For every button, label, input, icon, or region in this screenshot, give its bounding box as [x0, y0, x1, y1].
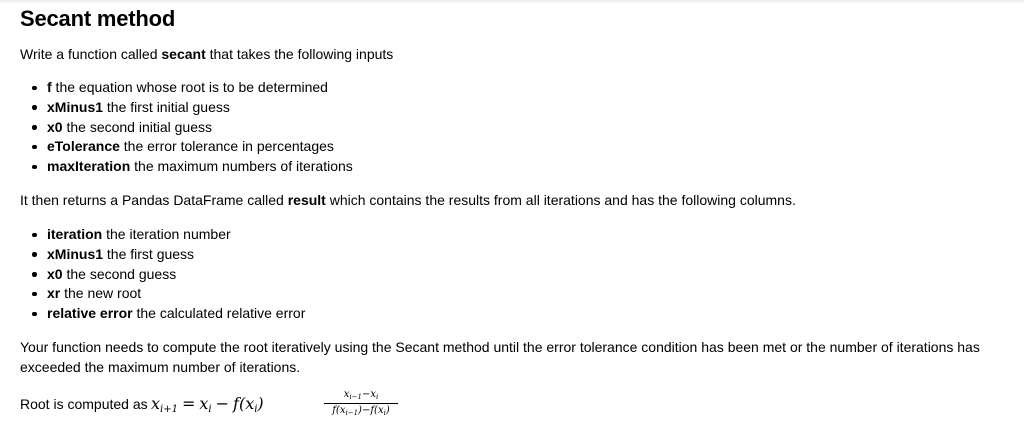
- intro-paragraph: [20, 44, 393, 64]
- returns-paragraph: [20, 190, 796, 210]
- column-desc: the new root: [60, 285, 142, 302]
- page-title: Secant method: [20, 6, 176, 31]
- fraction-numerator: $x_{i-1}-x_i$: [343, 389, 379, 401]
- param-name: xMinus1: [47, 98, 104, 115]
- list-item: [20, 244, 305, 264]
- column-name: iteration: [47, 226, 103, 242]
- columns-list: [20, 224, 305, 323]
- param-desc: the error tolerance in percentages: [119, 138, 334, 155]
- column-desc: the calculated relative error: [132, 305, 306, 322]
- list-item: [20, 303, 305, 323]
- param-desc: the maximum numbers of iterations: [130, 158, 353, 175]
- list-item: [20, 136, 353, 156]
- column-desc: the first guess: [103, 245, 195, 262]
- requirement-paragraph: Your function needs to compute the root iteratively using the Secant method until the error tolerance condition has been met or the number of iterations has exceeded the maximum number of iterations.: [20, 339, 980, 375]
- column-name: x0: [47, 265, 63, 282]
- list-item: [20, 264, 305, 284]
- param-name: x0: [47, 118, 63, 135]
- intro-suffix: that takes the following inputs: [205, 46, 394, 62]
- param-name: eTolerance: [47, 138, 120, 155]
- column-desc: the second guess: [62, 265, 177, 282]
- returns-prefix: It then returns a Pandas DataFrame called: [20, 192, 288, 208]
- fraction-bar: [324, 403, 398, 404]
- top-shadow: [0, 0, 1024, 4]
- inputs-list: [20, 77, 353, 176]
- param-desc: the first initial guess: [103, 98, 230, 115]
- param-name: f: [47, 79, 52, 95]
- list-item: [20, 156, 353, 176]
- returns-suffix: which contains the results from all iterations and has the following columns.: [325, 192, 796, 208]
- intro-prefix: Write a function called: [20, 46, 162, 62]
- column-name: xMinus1: [47, 245, 104, 262]
- formula-fraction: [322, 388, 400, 424]
- column-desc: the iteration number: [102, 226, 231, 242]
- dataframe-name: result: [287, 192, 326, 208]
- list-item: [20, 224, 305, 244]
- list-item: [20, 97, 353, 117]
- formula-lead: Root is computed as: [20, 396, 148, 412]
- formula-main: $x_{i+1} = x_i - f(x_i)$: [151, 394, 264, 415]
- function-name: secant: [161, 46, 206, 62]
- list-item: [20, 117, 353, 137]
- list-item: [20, 283, 305, 303]
- param-desc: the second initial guess: [62, 118, 213, 135]
- param-name: maxIteration: [47, 158, 131, 175]
- param-desc: the equation whose root is to be determined: [51, 79, 328, 95]
- list-item: [20, 77, 353, 97]
- fraction-denominator: $f(x_{i-1})-f(x_i)$: [332, 405, 390, 417]
- column-name: relative error: [47, 305, 133, 322]
- column-name: xr: [47, 285, 61, 302]
